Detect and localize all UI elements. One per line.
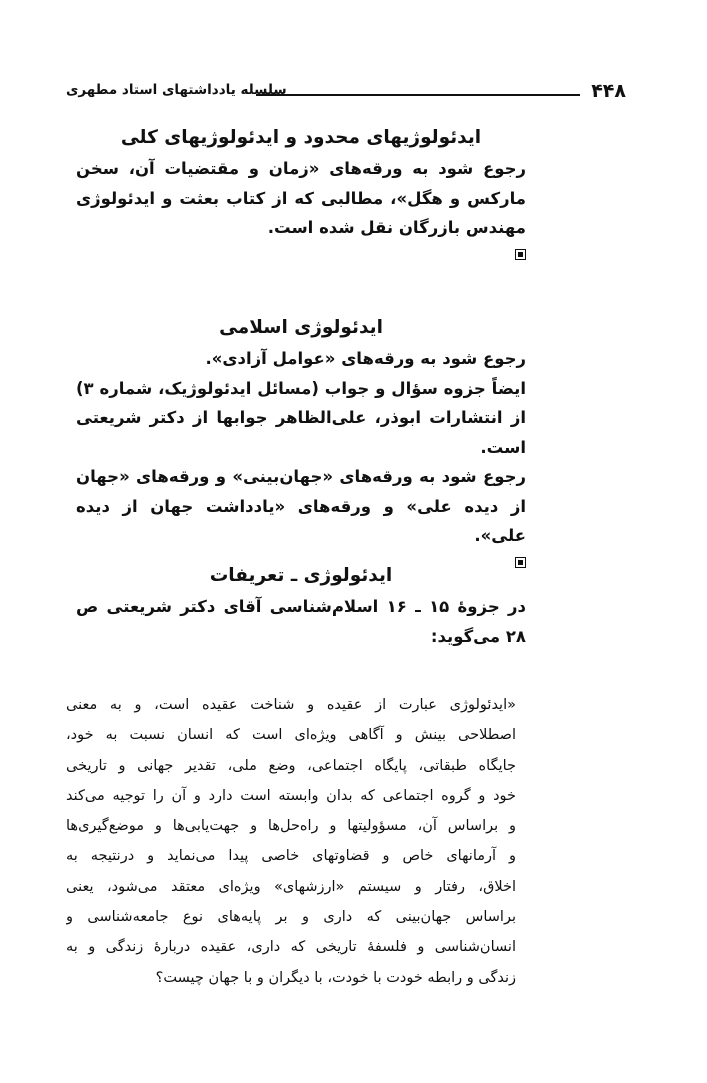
quote-line: «ایدئولوژی عبارت از عقیده و شناخت عقیده است، و به معنی <box>66 697 516 713</box>
section-ideology-definitions <box>76 562 526 651</box>
quote-line: و براساس آن، مسؤولیتها و راه‌حل‌ها و جهت‌یابی‌ها و موضع‌گیری‌ها <box>66 818 516 835</box>
paragraph: رجوع شود به ورقه‌های «زمان و مقتضیات آن، سخن مارکس و هگل»، مطالبی که از کتاب بعثت و ایدئولوژی مهندس بازرگان نقل شده است. <box>76 159 526 237</box>
quote-line: خود و گروه اجتماعی که بدان وابسته است دارد و آن را توجیه می‌کند <box>66 787 516 804</box>
quote-line: براساس جهان‌بینی که داری و بر پایه‌های نوع جامعه‌شناسی و <box>66 909 516 926</box>
section-end-mark-icon <box>515 249 526 260</box>
series-title: سلسله یادداشتهای استاد مطهری <box>66 82 287 98</box>
block-quote <box>66 690 516 993</box>
quote-line: زندگی و رابطه خودت با خودت، با دیگران و با جهان چیست؟ <box>155 969 516 986</box>
quote-line: و آرمانهای خاص و قضاوتهای خاصی پیدا می‌نماید و درنتیجه به <box>66 848 516 865</box>
section-heading: ایدئولوژی ـ تعریفات <box>209 565 393 586</box>
running-header <box>66 80 626 104</box>
quote-line: اخلاق، رفتار و سیستم «ارزشهای» ویژه‌ای معتقد می‌شود، یعنی <box>66 878 516 895</box>
quote-line: اصطلاحی بینش و آگاهی ویژه‌ای است که انسان نسبت به خود، <box>66 727 516 744</box>
paragraph: رجوع شود به ورقه‌های «جهان‌بینی» و ورقه‌های «جهان از دیده علی» و ورقه‌های «یادداشت جهان از دیده علی». <box>76 467 526 545</box>
section-limited-and-general-ideologies <box>76 124 526 263</box>
section-heading: ایدئولوژیهای محدود و ایدئولوژیهای کلی <box>120 127 482 148</box>
header-rule <box>256 94 580 96</box>
section-heading: ایدئولوژی اسلامی <box>219 317 383 338</box>
paragraph: ایضاً جزوه سؤال و جواب (مسائل ایدئولوژیک، شماره ۳) از انتشارات ابوذر، علی‌الظاهر جوابها از دکتر شریعتی است. <box>76 378 526 457</box>
quote-line: جایگاه طبقاتی، پایگاه اجتماعی، وضع ملی، تقدیر جهانی و تاریخی <box>66 757 516 774</box>
paragraph: در جزوهٔ ۱۵ ـ ۱۶ اسلام‌شناسی آقای دکتر شریعتی ص ۲۸ می‌گوید: <box>76 597 526 646</box>
section-islamic-ideology <box>76 314 526 571</box>
quote-line: انسان‌شناسی و فلسفهٔ تاریخی که داری، عقیده دربارهٔ زندگی و به <box>66 939 516 956</box>
page-number: ۴۴۸ <box>591 80 626 102</box>
paragraph: رجوع شود به ورقه‌های «عوامل آزادی». <box>205 349 526 368</box>
